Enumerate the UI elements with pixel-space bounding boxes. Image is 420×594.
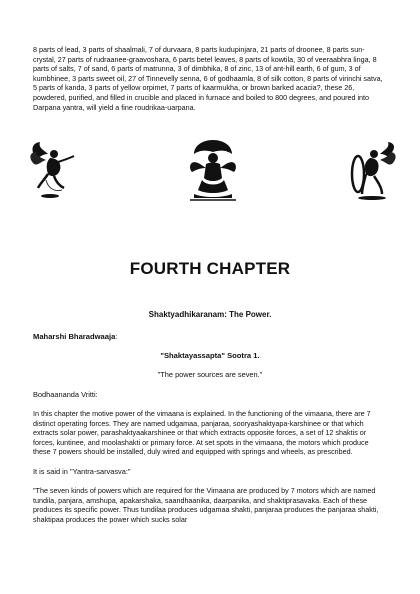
sootra-name: "Shaktayassapta" Sootra xyxy=(160,351,252,360)
source-line: It is said in "Yantra-sarvasva:" xyxy=(33,467,131,476)
section-title: Shaktyadhikaranam: The Power. xyxy=(148,310,272,319)
intro-paragraph: 8 parts of lead, 3 parts of shaalmali, 7 of durvaara, 8 parts kudupinjara, 21 parts of droonee, 8 parts sun-crystal, 27 parts of rudraanee-graavoshara, 6 parts betel leaves, 8 parts of kowtila, 30 of veeraabhra linga, 8 parts of salts, 7 of sand, 6 parts of matrunna, 3 of dimbhika, 8 of zinc, 13 of ant-hill earth, 6 of gum, 3 of kumbhinee, 3 parts sweet oil, 27 of Tinnevelly senna, 6 of godhaamla, 8 of silk cotton, 8 parts of virinchi satva, 5 parts of kanda, 3 parts of yellow orpimet, 7 parts of kaarmukha, or brown barked acacia?, these 26, powdered, purified, and filled in crucible and placed in furnace and boiled to 800 degrees, and poured into Darpana yantra, will yield a fine roudrikaa-uarpana. xyxy=(33,45,383,112)
commentary-label: Bodhaananda Vritti: xyxy=(33,390,98,399)
quote-paragraph: "The seven kinds of powers which are required for the Vimaana are produced by 7 motors which are named tundila, panjara, amshupa, apakarshaka, saandhaanika, daarpanika, and shaktiprasavaka. Each of these produces its specific power. Thus tundilaa produces udgamaa shakti, panjaraa produces the panjaraa shakti, shaktipaa produces the power which sucks solar xyxy=(33,486,379,524)
sootra-number: 1. xyxy=(251,351,260,360)
winged-figure-right-illustration xyxy=(348,140,400,202)
winged-figure-left-illustration xyxy=(28,140,78,200)
main-paragraph: In this chapter the motive power of the vimaana is explained. In the functioning of the vimaana, there are 7 distinct operating forces. They are named udgamaa, panjaraa, sooryashaktyapa-karshinee or that which extracts solar power, parashaktyaakarshinee or that which extracts opposite forces, a set of 12 shaktis or forces, kuntinee, and moolashakti or primary force. At set spots in the vimaana, the motors which produce these 7 powers should be installed, duly wired and equipped with springs and wheels, as prescribed. xyxy=(33,409,371,457)
author-suffix: : xyxy=(115,332,118,341)
sootra-line xyxy=(0,351,420,360)
deity-cobra-center-illustration xyxy=(186,138,240,202)
author-line xyxy=(33,332,117,341)
author-name: Maharshi Bharadwaaja xyxy=(33,332,116,341)
chapter-title: FOURTH CHAPTER xyxy=(129,259,291,278)
sootra-translation: "The power sources are seven." xyxy=(157,370,263,379)
